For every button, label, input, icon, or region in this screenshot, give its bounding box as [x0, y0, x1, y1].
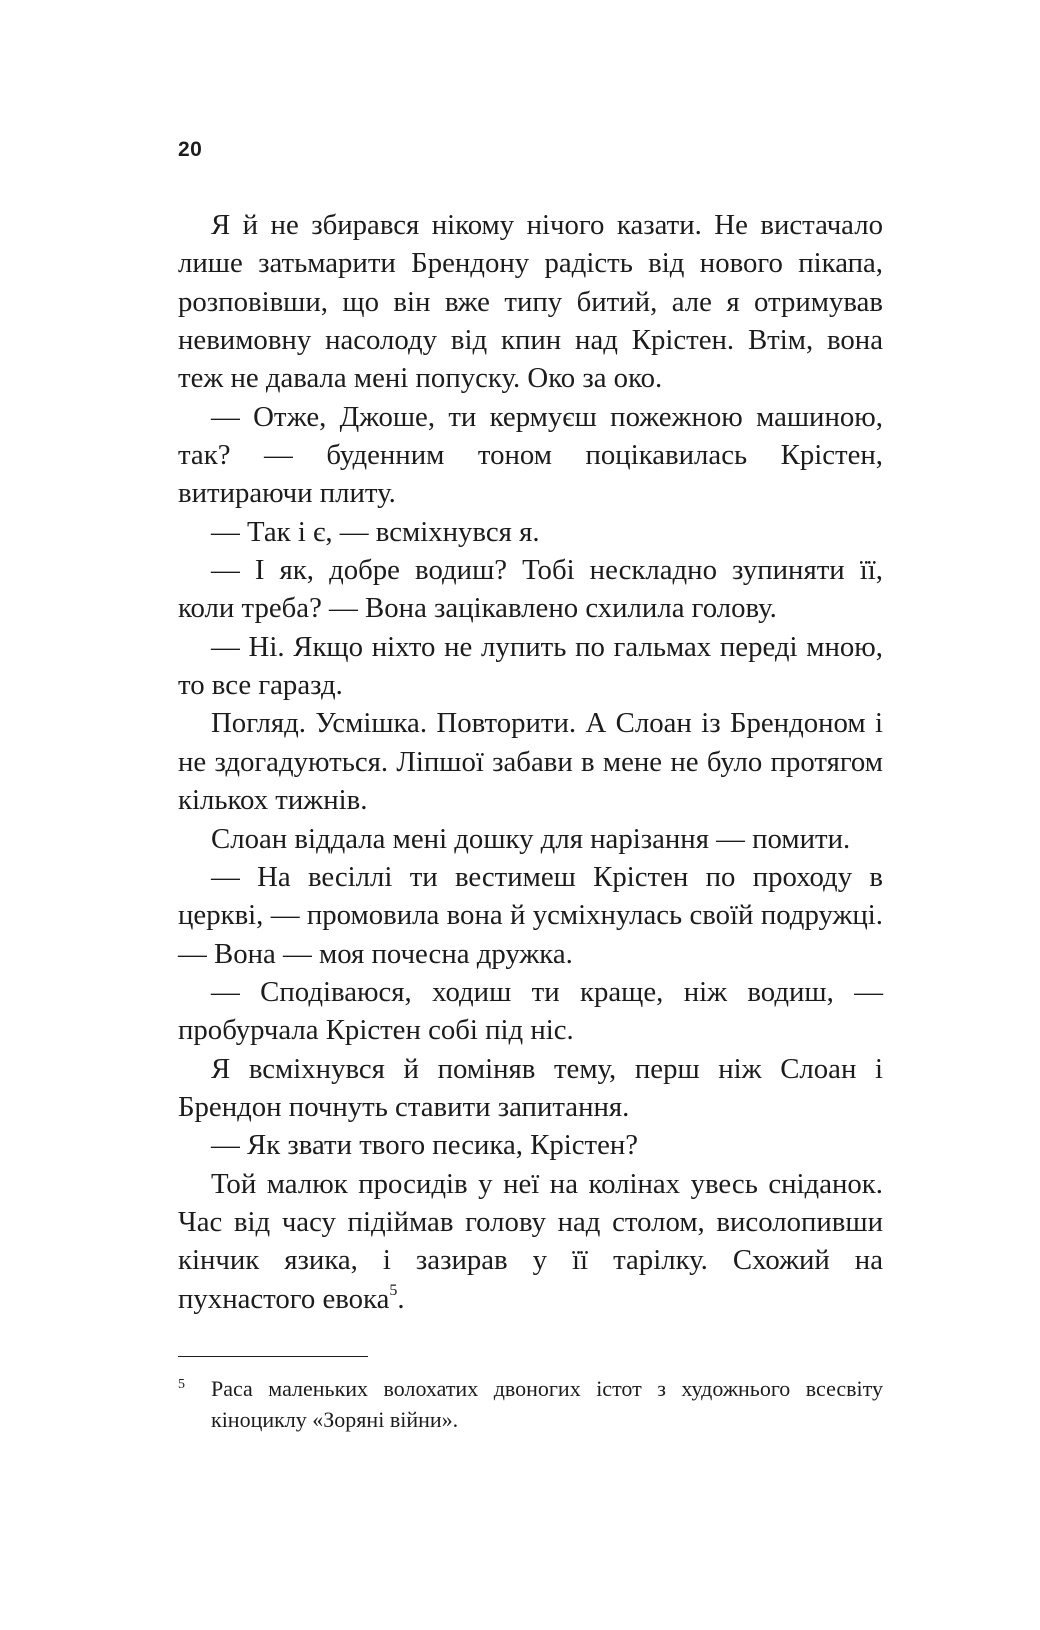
footnote-divider: [178, 1356, 368, 1357]
main-text: [178, 206, 883, 1318]
paragraph-with-footnote-ref: [178, 1165, 883, 1318]
paragraph-end: .: [397, 1282, 405, 1315]
footnote-marker: 5: [178, 1377, 185, 1392]
footnote-text: Раса маленьких волохатих двоногих істот з художнього всесвіту кіноциклу «Зоряні війни».: [211, 1376, 883, 1432]
footnote: [178, 1373, 883, 1435]
paragraph: — І як, добре водиш? Тобі нескладно зупиняти її, коли треба? — Вона зацікавлено схилила голову.: [178, 554, 883, 625]
page-number: 20: [178, 138, 203, 161]
paragraph-text: Той малюк просидів у неї на колінах увесь сніданок. Час від часу підіймав голову над столом, висолопивши кінчик язика, і зазирав у її тарілку. Схожий на пухнастого евока: [178, 1167, 883, 1315]
paragraph: — Так і є, — всміхнувся я.: [211, 515, 540, 548]
paragraph: — Отже, Джоше, ти кермуєш пожежною машиною, так? — буденним тоном поцікавилась Крістен, витираючи плиту.: [178, 400, 883, 510]
paragraph: Я всміхнувся й поміняв тему, перш ніж Слоан і Брендон почнуть ставити запитання.: [178, 1052, 883, 1123]
paragraph: Я й не збирався нікому нічого казати. Не вистачало лише затьмарити Брендону радість від нового пікапа, розповівши, що він вже типу битий, але я отримував невимовну насолоду від кпин над Крістен. Втім, вона теж не давала мені попуску. Око за око.: [178, 209, 883, 395]
paragraph: Слоан віддала мені дошку для нарізання — помити.: [211, 822, 851, 855]
paragraph: — Ні. Якщо ніхто не лупить по гальмах переді мною, то все гаразд.: [178, 630, 883, 702]
paragraph: — Сподіваюся, ходиш ти краще, ніж водиш, — пробурчала Крістен собі під ніс.: [178, 975, 883, 1047]
paragraph: — На весіллі ти вестимеш Крістен по проходу в церкві, — промовила вона й усміхнулась своїй подружці. — Вона — моя почесна дружка.: [178, 860, 883, 970]
paragraph: — Як звати твого песика, Крістен?: [211, 1129, 639, 1162]
footnote-reference[interactable]: 5: [389, 1282, 398, 1300]
paragraph: Погляд. Усмішка. Повторити. А Слоан із Брендоном і не здогадуються. Ліпшої забави в мене не було протягом кількох тижнів.: [178, 707, 883, 817]
